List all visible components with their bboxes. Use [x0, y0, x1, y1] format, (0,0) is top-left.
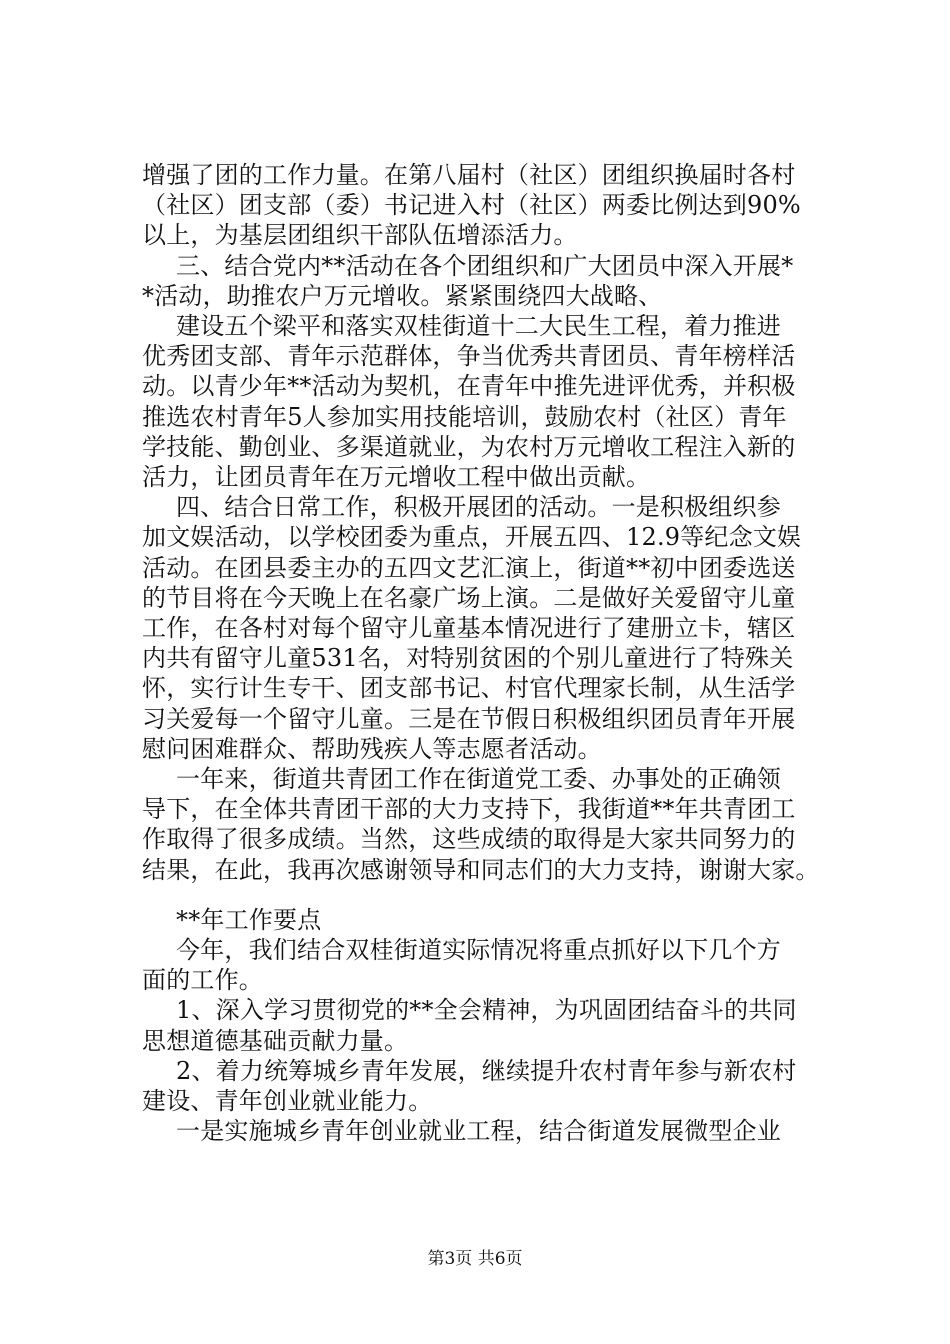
section-heading: **年工作要点 [176, 906, 322, 934]
paragraph-line: 的节目将在今天晚上在名豪广场上演。二是做好关爱留守儿童 [142, 584, 796, 612]
paragraph-line: 三、结合党内**活动在各个团组织和广大团员中深入开展* [176, 252, 794, 280]
paragraph-line: 四、结合日常工作，积极开展团的活动。一是积极组织参 [176, 493, 781, 521]
paragraph-line: 慰问困难群众、帮助残疾人等志愿者活动。 [142, 735, 602, 763]
paragraph-line: 结果，在此，我再次感谢领导和同志们的大力支持，谢谢大家。 [142, 856, 820, 884]
paragraph-line: 一是实施城乡青年创业就业工程，结合街道发展微型企业 [176, 1117, 781, 1145]
paragraph-line: 思想道德基础贡献力量。 [142, 1027, 409, 1055]
paragraph-line: 面的工作。 [142, 966, 263, 994]
paragraph-line: 2、着力统筹城乡青年发展，继续提升农村青年参与新农村 [176, 1057, 797, 1085]
page-number-footer: 第3页 共6页 [427, 1249, 523, 1269]
paragraph-line: （社区）团支部（委）书记进入村（社区）两委比例达到90% [142, 191, 801, 219]
paragraph-line: 活力，让团员青年在万元增收工程中做出贡献。 [142, 463, 651, 491]
paragraph-line: 导下，在全体共青团干部的大力支持下，我街道**年共青团工 [142, 795, 796, 823]
paragraph-line: 建设五个梁平和落实双桂街道十二大民生工程，着力推进 [176, 312, 781, 340]
paragraph-line: 建设、青年创业就业能力。 [142, 1087, 433, 1115]
paragraph-line: 增强了团的工作力量。在第八届村（社区）团组织换届时各村 [142, 161, 796, 189]
paragraph-line: 加文娱活动，以学校团委为重点，开展五四、12.9等纪念文娱 [142, 523, 802, 551]
paragraph-line: 习关爱每一个留守儿童。三是在节假日积极组织团员青年开展 [142, 705, 796, 733]
paragraph-line: 活动。在团县委主办的五四文艺汇演上，街道**初中团委选送 [142, 554, 796, 582]
paragraph-line: 推选农村青年5人参加实用技能培训，鼓励农村（社区）青年 [142, 403, 787, 431]
paragraph-line: 学技能、勤创业、多渠道就业，为农村万元增收工程注入新的 [142, 433, 796, 461]
paragraph-line: 一年来，街道共青团工作在街道党工委、办事处的正确领 [176, 765, 781, 793]
paragraph-line: 动。以青少年**活动为契机，在青年中推先进评优秀，并积极 [142, 372, 796, 400]
paragraph-line: 作取得了很多成绩。当然，这些成绩的取得是大家共同努力的 [142, 825, 796, 853]
paragraph-line: 怀，实行计生专干、团支部书记、村官代理家长制，从生活学 [142, 674, 796, 702]
paragraph-line: 内共有留守儿童531名，对特别贫困的个别儿童进行了特殊关 [142, 644, 794, 672]
paragraph-line: 工作，在各村对每个留守儿童基本情况进行了建册立卡，辖区 [142, 614, 796, 642]
paragraph-line: 今年，我们结合双桂街道实际情况将重点抓好以下几个方 [176, 936, 781, 964]
paragraph-line: *活动，助推农户万元增收。紧紧围绕四大战略、 [142, 282, 663, 310]
paragraph-line: 优秀团支部、青年示范群体，争当优秀共青团员、青年榜样活 [142, 342, 796, 370]
paragraph-line: 1、深入学习贯彻党的**全会精神，为巩固团结奋斗的共同 [176, 996, 797, 1024]
paragraph-line: 以上，为基层团组织干部队伍增添活力。 [142, 221, 578, 249]
